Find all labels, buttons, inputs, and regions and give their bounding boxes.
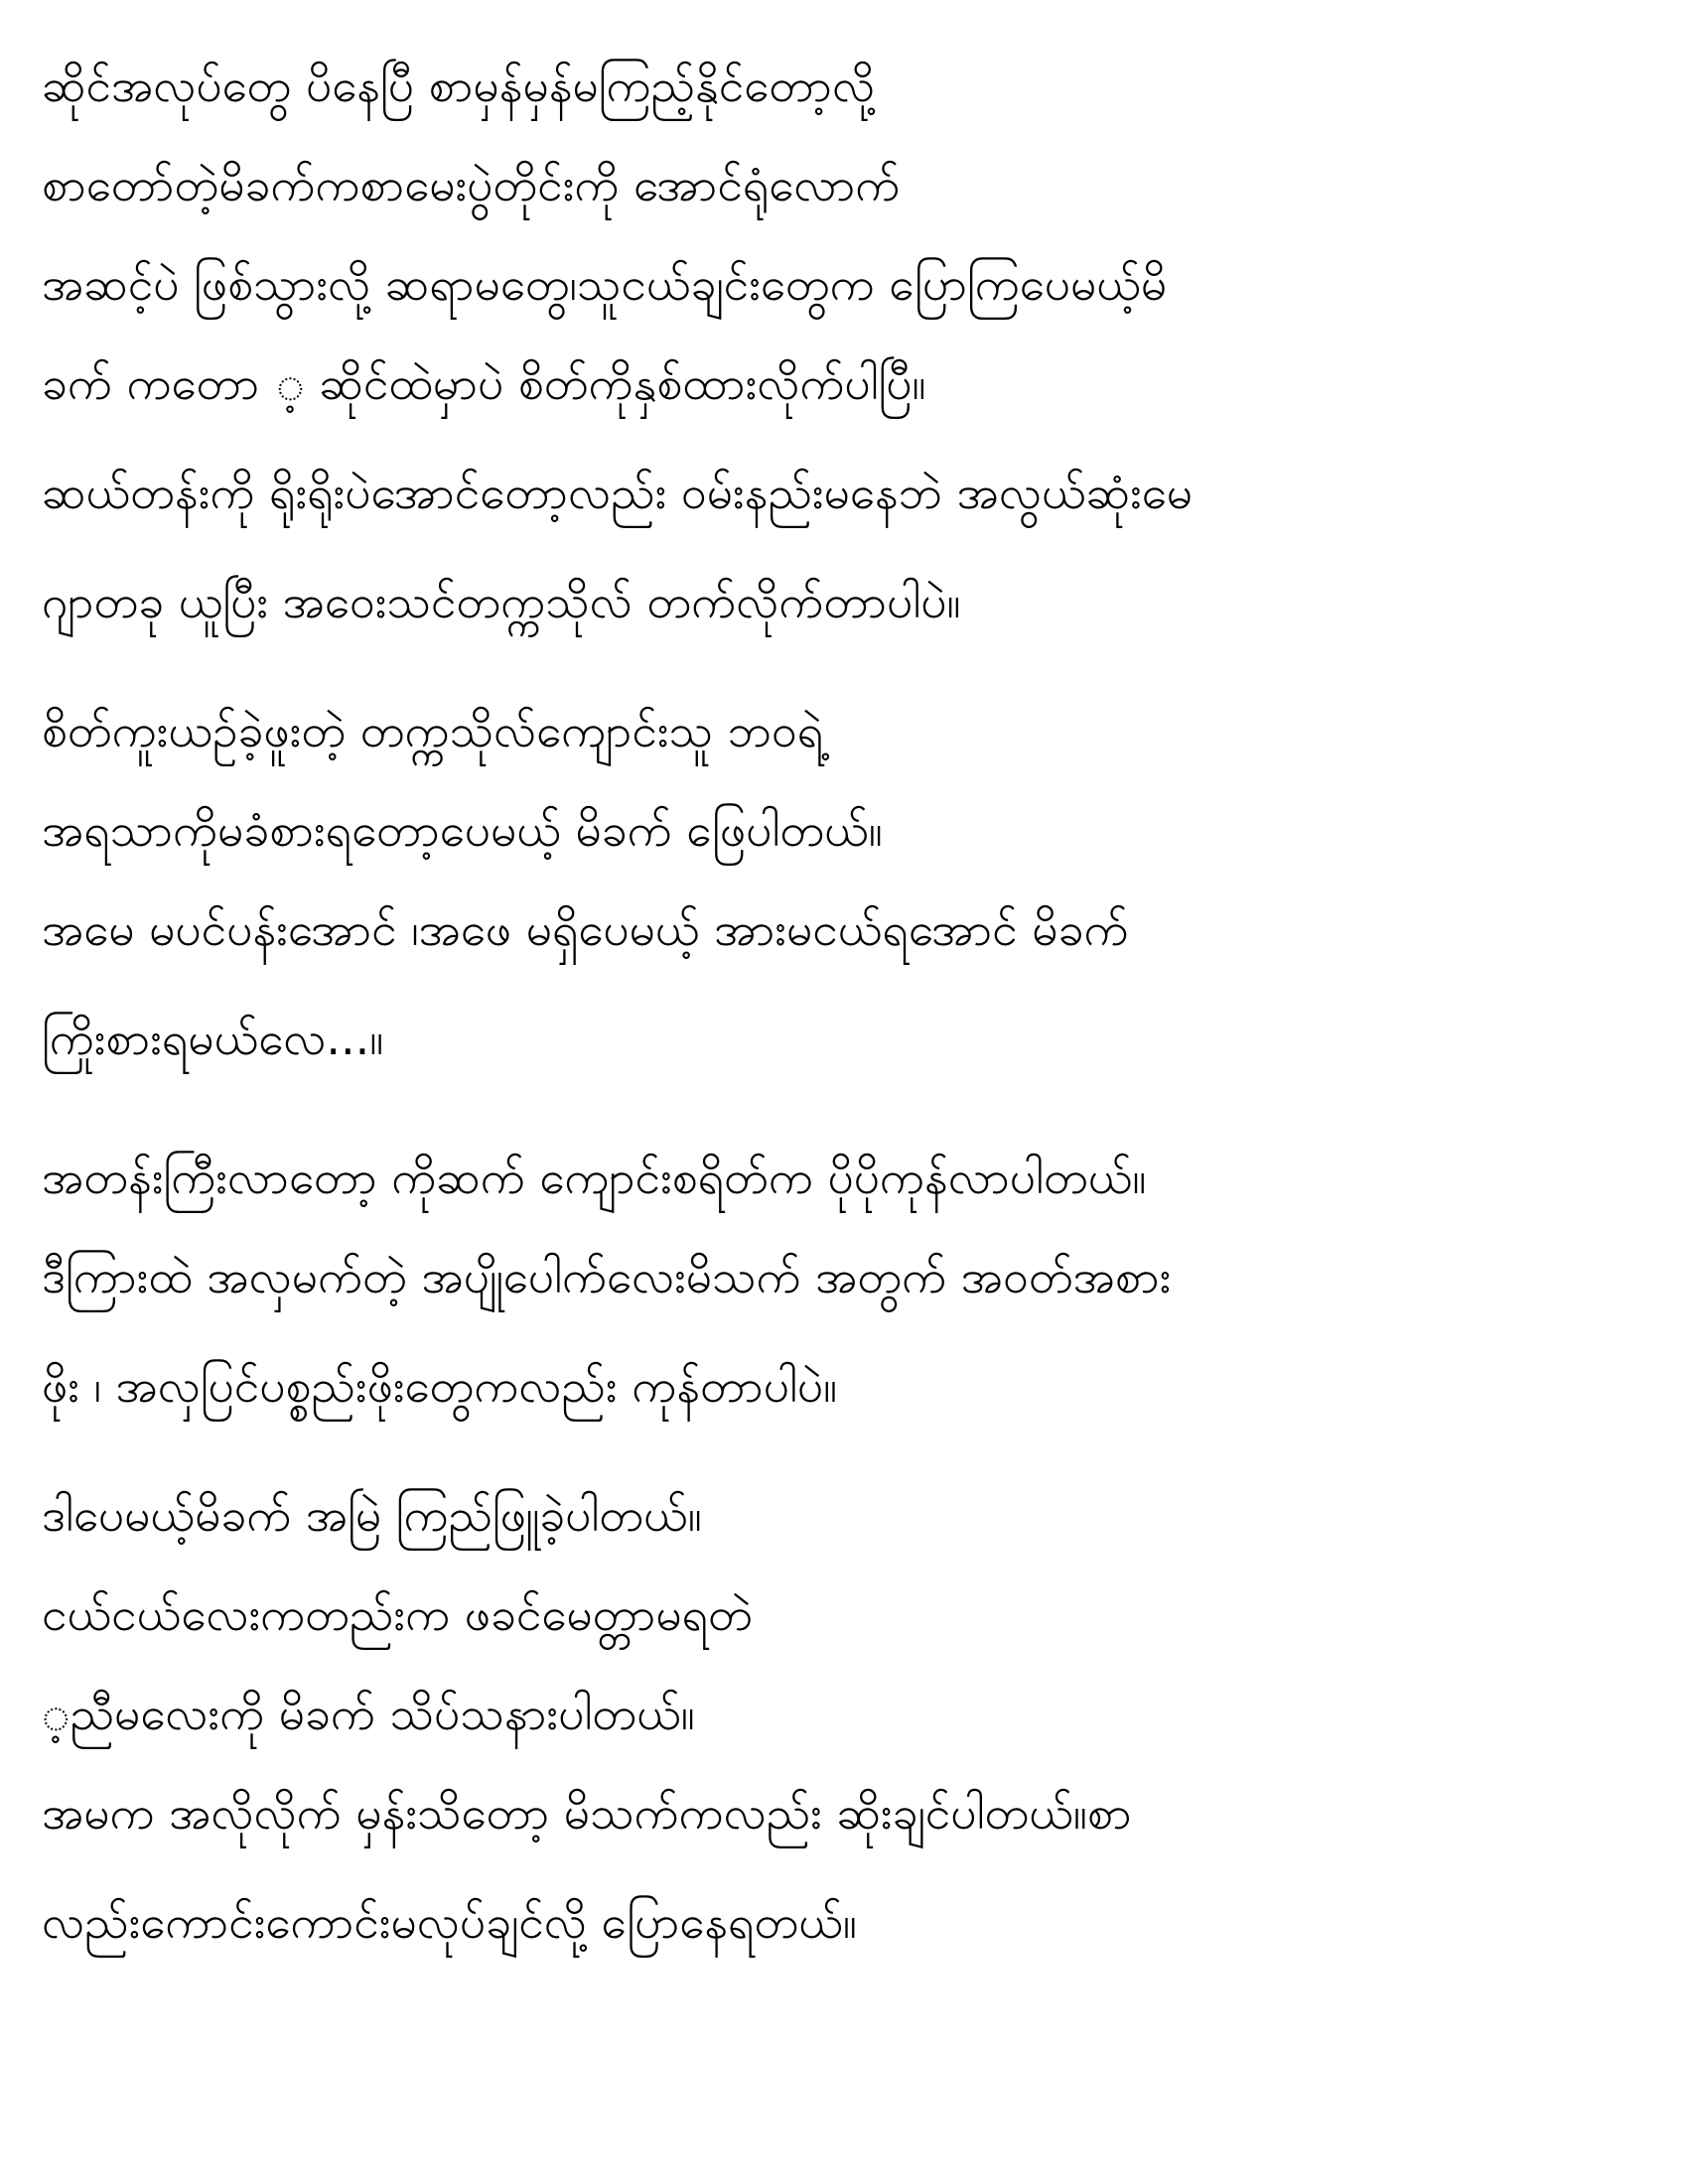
text-line: ဆိုင်အလုပ်တွေ ပိနေပြီ စာမှန်မှန်မကြည့်နိုင်တော့လို့ [42,59,876,112]
text-line: အတန်းကြီးလာတော့ ကိုဆက် ကျောင်းစရိတ်က ပိုပိုကုန်လာပါတယ်။ [42,1151,1147,1204]
text-line: ဒါပေမယ့်မိခက် အမြဲ ကြည်ဖြူခဲ့ပါတယ်။ [42,1488,702,1542]
text-line: ဖိုး ၊ အလှပြင်ပစ္စည်းဖိုးတွေကလည်း ကုန်တာပါပဲ။ [42,1359,838,1413]
text-line: အမေ မပင်ပန်းအောင် ၊အဖေ မရှိပေမယ့် အားမငယ်ရအောင် မိခက် [42,902,1129,956]
text-line: ခက် ကတော ့ ဆိုင်ထဲမှာပဲ စိတ်ကိုနှစ်ထားလိုက်ပါပြီ။ [42,356,926,410]
text-line: အဆင့်ပဲ ဖြစ်သွားလို့ ဆရာမတွေ၊သူငယ်ချင်းတွေက ပြောကြပေမယ့်မိ [42,257,1168,311]
text-line: အရသာကိုမခံစားရတော့ပေမယ့် မိခက် ဖြေပါတယ်။ [42,803,883,857]
text-line: စာတော်တဲ့မိခက်ကစာမေးပွဲတိုင်းကို အောင်ရုံလောက် [42,158,901,211]
text-line: ဒီကြားထဲ အလှမက်တဲ့ အပျိုပေါက်လေးမိသက် အတွက် အဝတ်အစား [42,1250,1172,1303]
text-line: ့ညီမလေးကို မိခက် သိပ်သနားပါတယ်။ [42,1687,695,1740]
text-line: အမက အလိုလိုက် မှန်းသိတော့ မိသက်ကလည်း ဆိုးချင်ပါတယ်။စာ [42,1786,1132,1840]
text-line: ဆယ်တန်းကို ရိုးရိုးပဲအောင်တော့လည်း ဝမ်းနည်းမနေဘဲ အလွယ်ဆုံးမေ [42,466,1194,519]
text-line: စိတ်ကူးယဉ်ခဲ့ဖူးတဲ့ တက္ကသိုလ်ကျောင်းသူ ဘဝရဲ့ [42,704,824,757]
text-line: ဂျာတခု ယူပြီး အဝေးသင်တက္ကသိုလ် တက်လိုက်တာပါပဲ။ [42,575,961,628]
text-line: ငယ်ငယ်လေးကတည်းက ဖခင်မေတ္တာမရတဲ [42,1587,753,1641]
text-line: ကြိုးစားရမယ်လေ...။ [42,1012,384,1065]
text-line: လည်းကောင်းကောင်းမလုပ်ချင်လို့ ပြောနေရတယ်။ [42,1895,857,1949]
